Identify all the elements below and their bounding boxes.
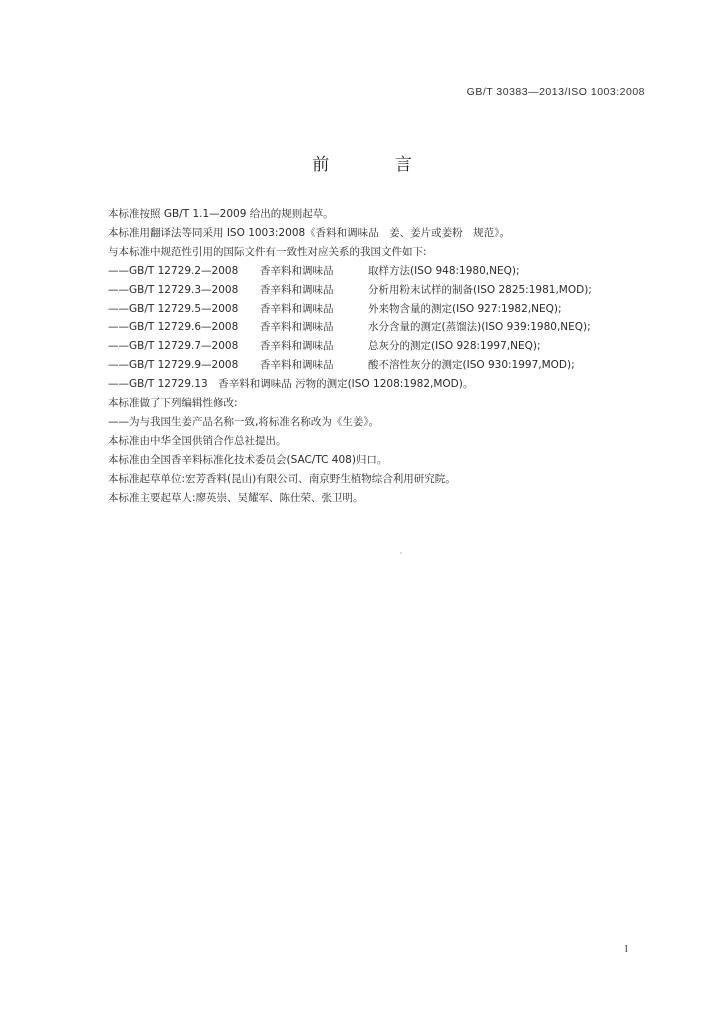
reference-name: 分析用粉末试样的制备(ISO 2825:1981,MOD); (368, 283, 592, 296)
reference-name: 总灰分的测定(ISO 928:1997,NEQ); (368, 340, 541, 353)
paragraph-drafting-rules: 本标准按照 GB/T 1.1—2009 给出的规则起草。 (108, 208, 334, 220)
paragraph-drafters: 本标准主要起草人:廖英崇、吴耀军、陈仕荣、张卫明。 (108, 491, 364, 504)
edits-item: ——为与我国生姜产品名称一致,将标准名称改为《生姜》。 (108, 415, 380, 428)
reference-category: 香辛料和调味品 (260, 321, 334, 334)
reference-item-last: ——GB/T 12729.13 香辛料和调味品 污物的测定(ISO 1208:1982,MOD)。 (108, 378, 474, 391)
reference-item (108, 300, 668, 319)
reference-name: 酸不溶性灰分的测定(ISO 930:1997,MOD); (368, 359, 575, 372)
scan-speck (400, 552, 402, 554)
paragraph-references-intro: 与本标准中规范性引用的国际文件有一致性对应关系的我国文件如下: (108, 245, 427, 258)
reference-code: ——GB/T 12729.3—2008 (108, 283, 239, 296)
reference-code: ——GB/T 12729.5—2008 (108, 302, 239, 315)
reference-code: ——GB/T 12729.6—2008 (108, 321, 239, 334)
paragraph-proposer: 本标准由中华全国供销合作总社提出。 (108, 434, 287, 447)
reference-item (108, 356, 668, 375)
paragraph-drafting-units: 本标准起草单位:宏芳香料(昆山)有限公司、南京野生植物综合利用研究院。 (108, 472, 456, 485)
reference-code: ——GB/T 12729.2—2008 (108, 264, 239, 277)
reference-name: 外来物含量的测定(ISO 927:1982,NEQ); (368, 302, 562, 315)
reference-name: 取样方法(ISO 948:1980,NEQ); (368, 264, 520, 277)
reference-item (108, 337, 668, 356)
reference-code: ——GB/T 12729.9—2008 (108, 359, 239, 372)
reference-item (108, 281, 668, 300)
reference-category: 香辛料和调味品 (260, 264, 334, 277)
paragraph-technical-committee: 本标准由全国香辛料标准化技术委员会(SAC/TC 408)归口。 (108, 453, 388, 466)
reference-category: 香辛料和调味品 (260, 340, 334, 353)
paragraph-adoption: 本标准用翻译法等同采用 ISO 1003:2008《香料和调味品 姜、姜片或姜粉 规范》。 (108, 226, 510, 239)
page-number: I (624, 944, 628, 955)
paragraph-edits-intro: 本标准做了下列编辑性修改: (108, 397, 238, 410)
reference-item (108, 318, 668, 337)
reference-code: ——GB/T 12729.7—2008 (108, 340, 239, 353)
reference-category: 香辛料和调味品 (260, 283, 334, 296)
reference-name: 水分含量的测定(蒸馏法)(ISO 939:1980,NEQ); (368, 321, 591, 334)
page-title: 前 言 (312, 155, 442, 175)
reference-item (108, 262, 668, 281)
reference-category: 香辛料和调味品 (260, 302, 334, 315)
standard-code-header: GB/T 30383—2013/ISO 1003:2008 (466, 86, 645, 98)
reference-category: 香辛料和调味品 (260, 359, 334, 372)
foreword-body (108, 205, 668, 508)
